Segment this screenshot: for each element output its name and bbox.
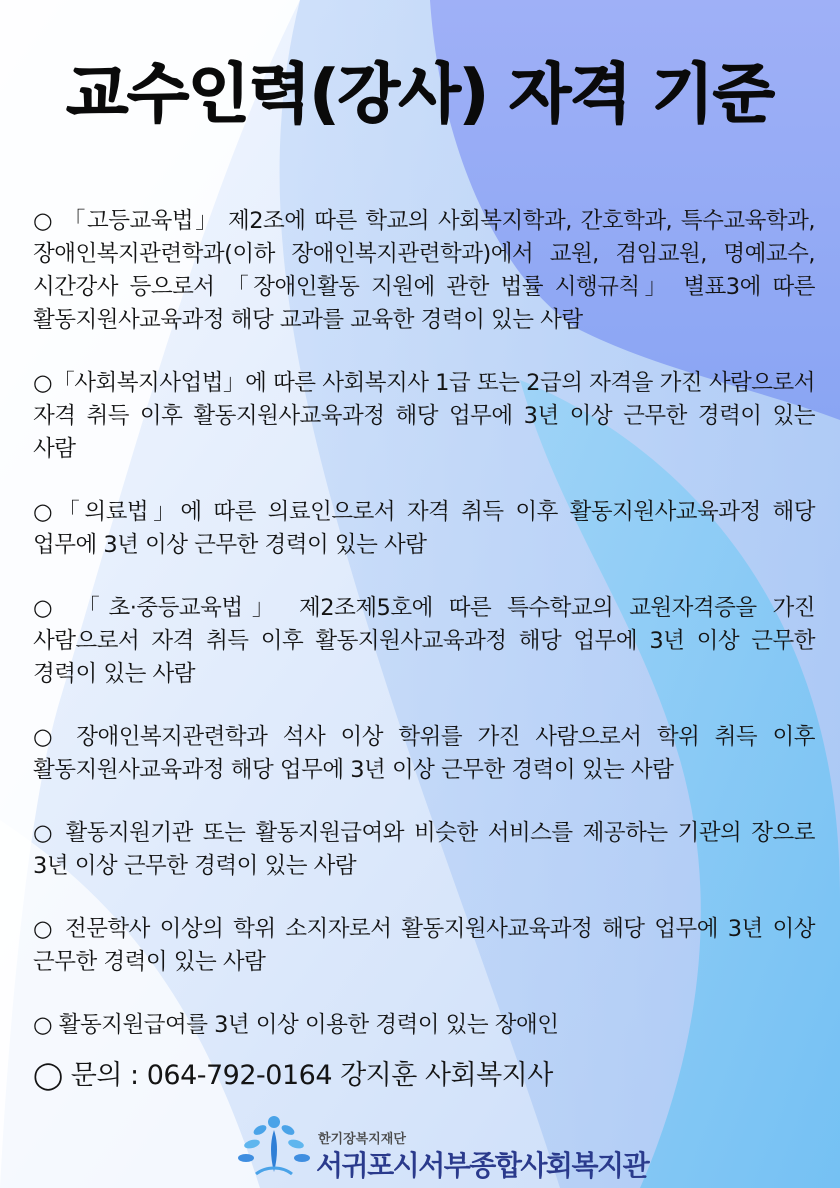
criteria-item-8: ○ 활동지원급여를 3년 이상 이용한 경력이 있는 장애인 (33, 1012, 559, 1038)
criteria-item-4: ○ 「초·중등교육법」 제2조제5호에 따른 특수학교의 교원자격증을 가진 사람으로서 자격 취득 이후 활동지원사교육과정 해당 업무에 3년 이상 근무한 경력이 있는 사람 (33, 595, 815, 687)
criteria-item-2: ○「사회복지사업법」에 따른 사회복지사 1급 또는 2급의 자격을 가진 사람으로서 자격 취득 이후 활동지원사교육과정 해당 업무에 3년 이상 근무한 경력이 있는 사람 (33, 370, 815, 462)
logo-organization-name: 서귀포시서부종합사회복지관 (316, 1149, 649, 1182)
organization-logo (236, 1112, 649, 1182)
contact-info: ◯ 문의 : 064-792-0164 강지훈 사회복지사 (33, 1060, 553, 1091)
criteria-item-1: ○ 「고등교육법」 제2조에 따른 학교의 사회복지학과, 간호학과, 특수교육학과, 장애인복지관련학과(이하 장애인복지관련학과)에서 교원, 겸임교원, 명예교수, 시간강사 등으로서 「장애인활동 지원에 관한 법률 시행규칙」 별표3에 따른 활동지원사교육과정 해당 교과를 교육한 경력이 있는 사람 (33, 208, 815, 333)
criteria-item-7: ○ 전문학사 이상의 학위 소지자로서 활동지원사교육과정 해당 업무에 3년 이상 근무한 경력이 있는 사람 (33, 916, 815, 975)
criteria-item-5: ○ 장애인복지관련학과 석사 이상 학위를 가진 사람으로서 학위 취득 이후 활동지원사교육과정 해당 업무에 3년 이상 근무한 경력이 있는 사람 (33, 724, 815, 783)
tree-people-logo-icon (236, 1112, 312, 1182)
logo-foundation-name: 한기장복지재단 (318, 1132, 406, 1147)
criteria-list (33, 205, 815, 1072)
criteria-item-3: ○「의료법」에 따른 의료인으로서 자격 취득 이후 활동지원사교육과정 해당 업무에 3년 이상 근무한 경력이 있는 사람 (33, 499, 815, 558)
page-title: 교수인력(강사) 자격 기준 (66, 58, 774, 132)
criteria-item-6: ○ 활동지원기관 또는 활동지원급여와 비슷한 서비스를 제공하는 기관의 장으로 3년 이상 근무한 경력이 있는 사람 (33, 820, 815, 879)
